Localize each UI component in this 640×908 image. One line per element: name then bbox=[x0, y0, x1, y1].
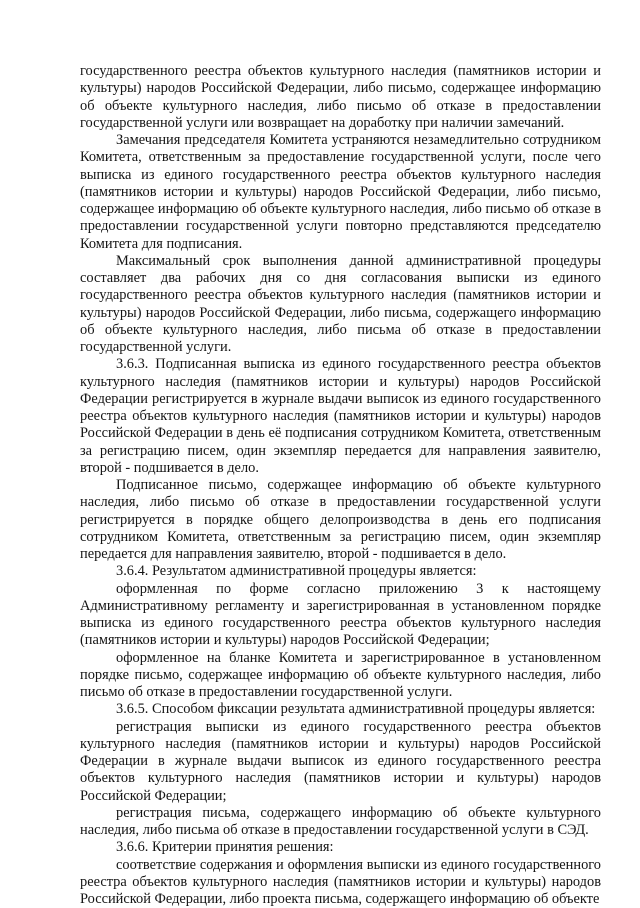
paragraph-registration-letter: регистрация письма, содержащего информацию об объекте культурного наследия, либо письма об отказе в предоставлении государственной услуги в СЭД. bbox=[80, 805, 601, 840]
paragraph-3-6-4: 3.6.4. Результатом административной процедуры является: bbox=[80, 563, 601, 580]
paragraph-3-6-3: 3.6.3. Подписанная выписка из единого государственного реестра объектов культурного наследия (памятников истории и культуры) народов Российской Федерации регистрируется в журнале выдачи выписок из единого государственного реестра объектов культурного наследия (памятников истории и культуры) народов Российской Федерации в день её подписания сотрудником Комитета, ответственным за регистрацию писем, один экземпляр передается для направления заявителю, второй - подшивается в дело. bbox=[80, 356, 601, 477]
paragraph-result-extract: оформленная по форме согласно приложению 3 к настоящему Административному регламенту и зарегистрированная в установленном порядке выписка из единого государственного реестра объектов культурного наследия (памятников истории и культуры) народов Российской Федерации; bbox=[80, 581, 601, 650]
paragraph-3-6-5: 3.6.5. Способом фиксации результата административной процедуры является: bbox=[80, 701, 601, 718]
paragraph-continuation: государственного реестра объектов культурного наследия (памятников истории и культуры) народов Российской Федерации, либо письмо, содержащее информацию об объекте культурного наследия, либо письмо об отказе в предоставлении государственной услуги или возвращает на доработку при наличии замечаний. bbox=[80, 63, 601, 132]
paragraph-chairman-remarks: Замечания председателя Комитета устраняются незамедлительно сотрудником Комитета, ответственным за предоставление государственной услуги, после чего выписка из единого государственного реестра объектов культурного наследия (памятников истории и культуры) народов Российской Федерации, либо письмо, содержащее информацию об объекте культурного наследия, либо письмо об отказе в предоставлении государственной услуги повторно представляются председателю Комитета для подписания. bbox=[80, 132, 601, 253]
paragraph-3-6-6: 3.6.6. Критерии принятия решения: bbox=[80, 839, 601, 856]
paragraph-result-letter: оформленное на бланке Комитета и зарегистрированное в установленном порядке письмо, содержащее информацию об объекте культурного наследия, либо письмо об отказе в предоставлении государственной услуги. bbox=[80, 650, 601, 702]
document-page bbox=[80, 63, 601, 908]
paragraph-criteria: соответствие содержания и оформления выписки из единого государственного реестра объектов культурного наследия (памятников истории и культуры) народов Российской Федерации, либо проекта письма, содержащего информацию об объекте bbox=[80, 857, 601, 908]
paragraph-max-term: Максимальный срок выполнения данной административной процедуры составляет два рабочих дня со дня согласования выписки из единого государственного реестра объектов культурного наследия (памятников истории и культуры) народов Российской Федерации, либо письма, содержащего информацию об объекте культурного наследия, либо письма об отказе в предоставлении государственной услуги. bbox=[80, 253, 601, 357]
paragraph-signed-letter: Подписанное письмо, содержащее информацию об объекте культурного наследия, либо письмо об отказе в предоставлении государственной услуги регистрируется в порядке общего делопроизводства в день его подписания сотрудником Комитета, ответственным за регистрацию писем, один экземпляр передается для направления заявителю, второй - подшивается в дело. bbox=[80, 477, 601, 563]
paragraph-registration-extract: регистрация выписки из единого государственного реестра объектов культурного наследия (памятников истории и культуры) народов Российской Федерации в журнале выдачи выписок из единого государственного реестра объектов культурного наследия (памятников истории и культуры) народов Российской Федерации; bbox=[80, 719, 601, 805]
